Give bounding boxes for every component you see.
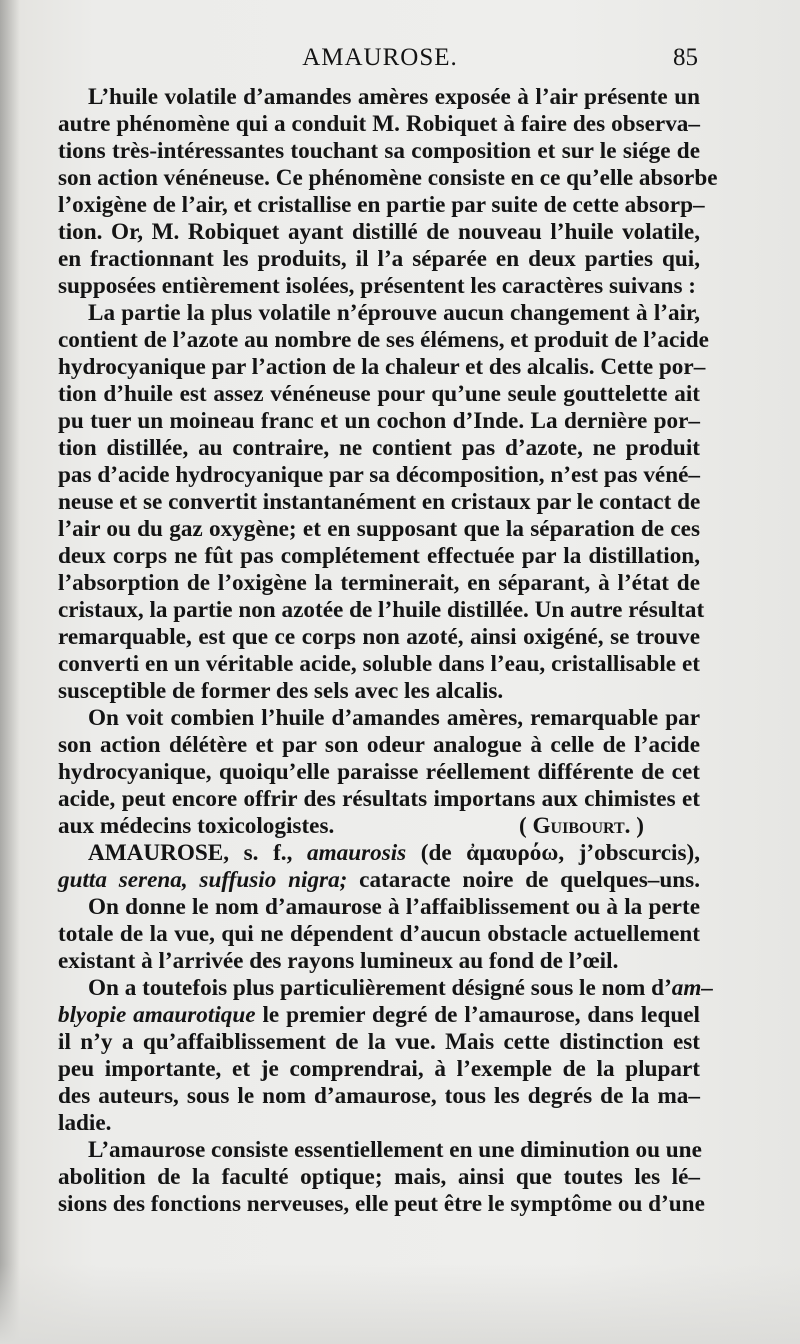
text-line: tion. Or, M. Robiquet ayant distillé de nouveau l’huile volatile, [58, 219, 700, 245]
text-fragment: aux médecins toxicologistes. [58, 813, 335, 839]
text-line: son action délétère et par son odeur analogue à celle de l’acide [58, 732, 700, 758]
italic-term: am– [671, 975, 714, 1001]
page-bottom-fade [0, 1264, 800, 1344]
text-line: converti en un véritable acide, soluble dans l’eau, cristallisable et [58, 651, 700, 677]
text-line: supposées entièrement isolées, présentent les caractères suivans : [58, 273, 696, 299]
text-line [58, 813, 700, 840]
author-signature: ( Guibourt. ) [519, 813, 644, 839]
page-gutter-shadow [0, 0, 20, 1344]
text-line: contient de l’azote au nombre de ses élémens, et produit de l’acide [58, 327, 709, 353]
text-line: On donne le nom d’amaurose à l’affaiblissement ou à la perte [88, 894, 700, 920]
text-line: tion distillée, au contraire, ne contient pas d’azote, ne produit [58, 435, 700, 461]
text-line: tion d’huile est assez vénéneuse pour qu’une seule gouttelette ait [58, 381, 700, 407]
text-line [58, 1002, 700, 1029]
text-line: l’absorption de l’oxigène la terminerait, en séparant, à l’état de [58, 570, 700, 596]
text-line: totale de la vue, qui ne dépendent d’aucun obstacle actuellement [58, 921, 700, 947]
text-line: deux corps ne fût pas complétement effectuée par la distillation, [58, 543, 700, 569]
latin-synonyms: gutta serena, suffusio nigra; [58, 867, 348, 893]
text-line: existant à l’arrivée des rayons lumineux au fond de l’œil. [58, 948, 619, 974]
text-line [58, 840, 700, 867]
page-header [60, 44, 700, 84]
text-line [58, 975, 714, 1002]
text-fragment: cataracte noire de quelques–uns. [347, 867, 701, 893]
text-line: des auteurs, sous le nom d’amaurose, tous les degrés de la ma– [58, 1083, 700, 1109]
text-line: L’amaurose consiste essentiellement en une diminution ou une [88, 1137, 702, 1163]
text-line: pas d’acide hydrocyanique par sa décomposition, n’est pas véné– [58, 462, 700, 488]
text-line: l’oxigène de l’air, et cristallise en partie par suite de cette absorp– [58, 192, 705, 218]
text-line: ladie. [58, 1110, 112, 1136]
text-line: peu importante, et je comprendrai, à l’exemple de la plupart [58, 1056, 700, 1082]
text-line: l’air ou du gaz oxygène; et en supposant que la séparation de ces [58, 516, 700, 542]
text-line: hydrocyanique par l’action de la chaleur et des alcalis. Cette por– [58, 354, 706, 380]
signature-line [58, 813, 700, 840]
text-line: La partie la plus volatile n’éprouve aucun changement à l’air, [88, 300, 700, 326]
text-line: cristaux, la partie non azotée de l’huile distillée. Un autre résultat [58, 597, 705, 623]
text-fragment: le premier degré de l’amaurose, dans lequel [255, 1002, 700, 1028]
entry-headword: AMAUROSE, s. f., [88, 840, 307, 866]
text-line: pu tuer un moineau franc et un cochon d’Inde. La dernière por– [58, 408, 700, 434]
body-text [58, 84, 718, 1218]
text-line: hydrocyanique, quoiqu’elle paraisse réellement différente de cet [58, 759, 700, 785]
text-line [58, 867, 700, 894]
text-line: abolition de la faculté optique; mais, ainsi que toutes les lé– [58, 1164, 700, 1190]
text-line: susceptible de former des sels avec les alcalis. [58, 678, 504, 704]
text-line: en fractionnant les produits, il l’a séparée en deux parties qui, [58, 246, 700, 272]
text-line: sions des fonctions nerveuses, elle peut être le symptôme ou d’une [58, 1191, 705, 1217]
text-line: remarquable, est que ce corps non azoté, ainsi oxigéné, se trouve [58, 624, 700, 650]
entry-etymology: (de ἀμαυρόω, j’obscurcis), [406, 840, 701, 866]
text-line: On voit combien l’huile d’amandes amères, remarquable par [88, 705, 700, 731]
text-line: acide, peut encore offrir des résultats importans aux chimistes et [58, 786, 700, 812]
text-line: L’huile volatile d’amandes amères exposée à l’air présente un [88, 84, 700, 110]
latin-term: amaurosis [306, 840, 407, 866]
text-fragment: On a toutefois plus particulièrement désigné sous le nom d’ [88, 975, 672, 1001]
page-number: 85 [673, 44, 698, 71]
text-line: autre phénomène qui a conduit M. Robiquet à faire des observa– [58, 111, 700, 137]
text-line: tions très-intéressantes touchant sa composition et sur le siége de [58, 138, 700, 164]
text-line: son action vénéneuse. Ce phénomène consiste en ce qu’elle absorbe [58, 165, 718, 191]
text-line: il n’y a qu’affaiblissement de la vue. Mais cette distinction est [58, 1029, 700, 1055]
italic-term: blyopie amaurotique [58, 1002, 256, 1028]
text-line: neuse et se convertit instantanément en cristaux par le contact de [58, 489, 701, 515]
running-title: AMAUROSE. [302, 44, 458, 71]
